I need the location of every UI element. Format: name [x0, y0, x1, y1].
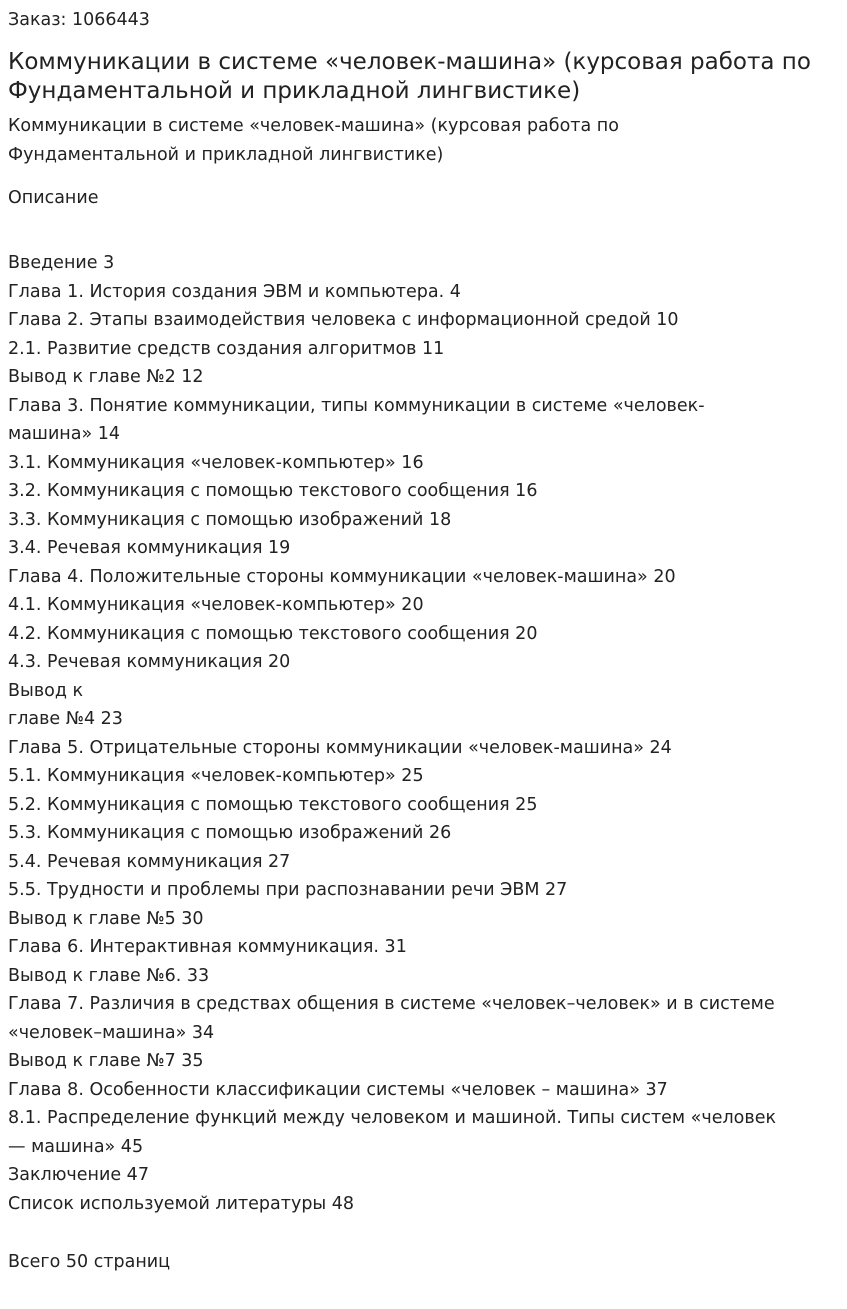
toc-item: 4.1. Коммуникация «человек-компьютер» 20 — [8, 595, 424, 615]
toc-item: Вывод к — [8, 680, 84, 701]
total-pages: Всего 50 страниц — [8, 1252, 171, 1272]
toc-item: Вывод к главе №5 30 — [8, 908, 204, 929]
table-of-contents — [8, 249, 788, 1218]
toc-item: 5.3. Коммуникация с помощью изображений 26 — [8, 823, 452, 843]
toc-item: Глава 5. Отрицательные стороны коммуникации «человек-машина» 24 — [8, 737, 672, 758]
toc-item: Список используемой литературы 48 — [8, 1193, 355, 1214]
toc-item: Глава 1. История создания ЭВМ и компьютера. 4 — [8, 281, 461, 302]
toc-item: 5.1. Коммуникация «человек-компьютер» 25 — [8, 766, 424, 786]
order-number: Заказ: 1066443 — [8, 10, 150, 30]
description-label: Описание — [8, 188, 99, 208]
toc-item: 8.1. Распределение функций между человеком и машиной. Типы систем «человек — машина» 45 — [8, 1108, 777, 1157]
toc-item: Глава 2. Этапы взаимодействия человека с информационной средой 10 — [8, 310, 679, 330]
toc-item: Вывод к главе №6. 33 — [8, 965, 210, 986]
toc-item: Глава 7. Различия в средствах общения в системе «человек–человек» и в системе «человек–машина» 34 — [8, 994, 775, 1043]
toc-item: 5.2. Коммуникация с помощью текстового сообщения 25 — [8, 794, 538, 815]
toc-item: 4.2. Коммуникация с помощью текстового сообщения 20 — [8, 623, 538, 644]
page-title: Коммуникации в системе «человек-машина» (курсовая работа по Фундаментальной и прикладной лингвистике) — [8, 49, 811, 104]
toc-item: Вывод к главе №2 12 — [8, 367, 204, 387]
toc-item: Глава 6. Интерактивная коммуникация. 31 — [8, 937, 407, 957]
toc-item: Вывод к главе №7 35 — [8, 1051, 204, 1071]
toc-item: 2.1. Развитие средств создания алгоритмов 11 — [8, 338, 445, 359]
toc-item: 5.5. Трудности и проблемы при распознавании речи ЭВМ 27 — [8, 880, 568, 900]
toc-item: Глава 4. Положительные стороны коммуникации «человек-машина» 20 — [8, 566, 676, 587]
toc-item: главе №4 23 — [8, 709, 123, 729]
toc-item: Заключение 47 — [8, 1165, 149, 1185]
toc-item: 3.1. Коммуникация «человек-компьютер» 16 — [8, 452, 424, 473]
toc-item: 5.4. Речевая коммуникация 27 — [8, 851, 291, 872]
toc-item: 3.2. Коммуникация с помощью текстового сообщения 16 — [8, 481, 538, 501]
toc-item: Введение 3 — [8, 253, 115, 273]
page-subtitle: Коммуникации в системе «человек-машина» (курсовая работа по Фундаментальной и прикладной лингвистике) — [8, 116, 619, 165]
toc-item: Глава 3. Понятие коммуникации, типы коммуникации в системе «человек-машина» 14 — [8, 395, 705, 444]
toc-item: 4.3. Речевая коммуникация 20 — [8, 652, 291, 672]
toc-item: 3.3. Коммуникация с помощью изображений 18 — [8, 509, 452, 530]
toc-item: Глава 8. Особенности классификации системы «человек – машина» 37 — [8, 1079, 668, 1100]
toc-item: 3.4. Речевая коммуникация 19 — [8, 538, 291, 558]
